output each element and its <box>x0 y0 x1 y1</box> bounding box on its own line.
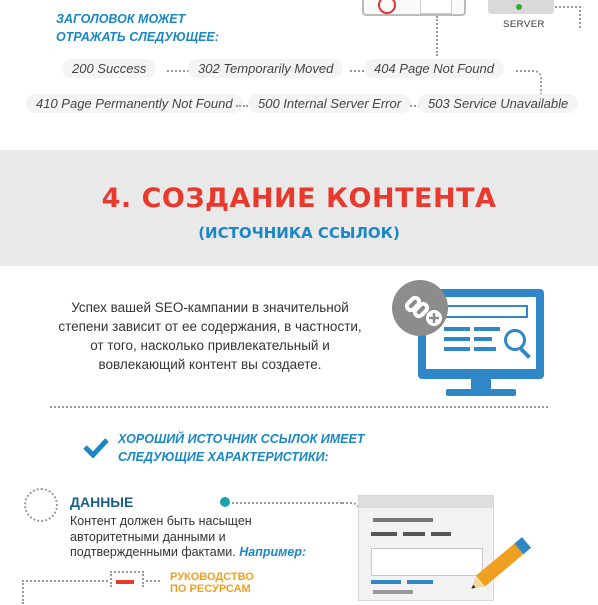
data-text: Контент должен быть насыщен <box>70 514 252 528</box>
status-connector <box>236 105 248 107</box>
intro-line: степени зависит от ее содержания, в частности, <box>58 319 362 334</box>
resource-guide-label <box>170 571 254 595</box>
status-connector <box>167 70 189 72</box>
section-title <box>0 183 598 214</box>
error-icon <box>378 0 396 14</box>
server-label: SERVER <box>503 19 545 30</box>
pencil-icon <box>462 526 542 605</box>
data-connector-dot <box>220 497 230 507</box>
server-led-icon <box>516 4 522 10</box>
intro-paragraph <box>40 298 380 374</box>
status-code-404: 404 Page Not Found <box>364 59 504 78</box>
data-text: подтвержденными фактами. <box>70 545 236 559</box>
server-illustration <box>488 0 554 14</box>
bottom-divider <box>22 580 108 582</box>
data-connector <box>232 502 342 504</box>
check-icon <box>82 436 110 463</box>
link-add-icon <box>392 280 448 336</box>
browser-connector <box>436 16 438 56</box>
data-example: Например: <box>239 545 307 559</box>
search-bar <box>444 305 528 318</box>
monitor-stand <box>471 379 491 389</box>
section-divider <box>50 406 548 408</box>
section-number: 4. <box>101 183 132 214</box>
data-text: авторитетными данными и <box>70 529 226 544</box>
data-block-marker <box>24 488 58 522</box>
resource-guide-icon <box>108 567 142 587</box>
status-code-503: 503 Service Unavailable <box>418 94 578 113</box>
data-description <box>70 514 306 561</box>
status-code-410: 410 Page Permanently Not Found <box>26 94 243 113</box>
header-caption-line2: ОТРАЖАТЬ СЛЕДУЮЩЕЕ: <box>56 30 219 44</box>
guide-text: РУКОВОДСТВО <box>170 571 254 583</box>
status-connector <box>350 70 364 72</box>
guide-text: ПО РЕСУРСАМ <box>170 583 251 595</box>
characteristics-line2: СЛЕДУЮЩИЕ ХАРАКТЕРИСТИКИ: <box>118 450 329 464</box>
intro-line: от того, насколько привлекательный и <box>90 338 330 353</box>
status-code-302: 302 Temporarily Moved <box>188 59 343 78</box>
characteristics-line1: ХОРОШИЙ ИСТОЧНИК ССЫЛОК ИМЕЕТ <box>118 432 365 446</box>
intro-line: Успех вашей SEO-кампании в значительной <box>71 300 349 315</box>
bottom-divider <box>146 580 160 582</box>
bottom-connector <box>22 580 24 604</box>
section-subtitle: (ИСТОЧНИКА ССЫЛОК) <box>198 224 400 242</box>
network-connector <box>555 6 581 28</box>
intro-line: вовлекающий контент вы создаете. <box>98 357 322 372</box>
status-code-500: 500 Internal Server Error <box>248 94 411 113</box>
status-code-200: 200 Success <box>62 59 156 78</box>
header-caption-line1: ЗАГОЛОВОК МОЖЕТ <box>56 12 186 26</box>
monitor-base <box>446 389 516 396</box>
section-title-text: СОЗДАНИЕ КОНТЕНТА <box>141 183 497 214</box>
browser-window-illustration <box>362 0 466 16</box>
data-title: ДАННЫЕ <box>70 494 134 510</box>
